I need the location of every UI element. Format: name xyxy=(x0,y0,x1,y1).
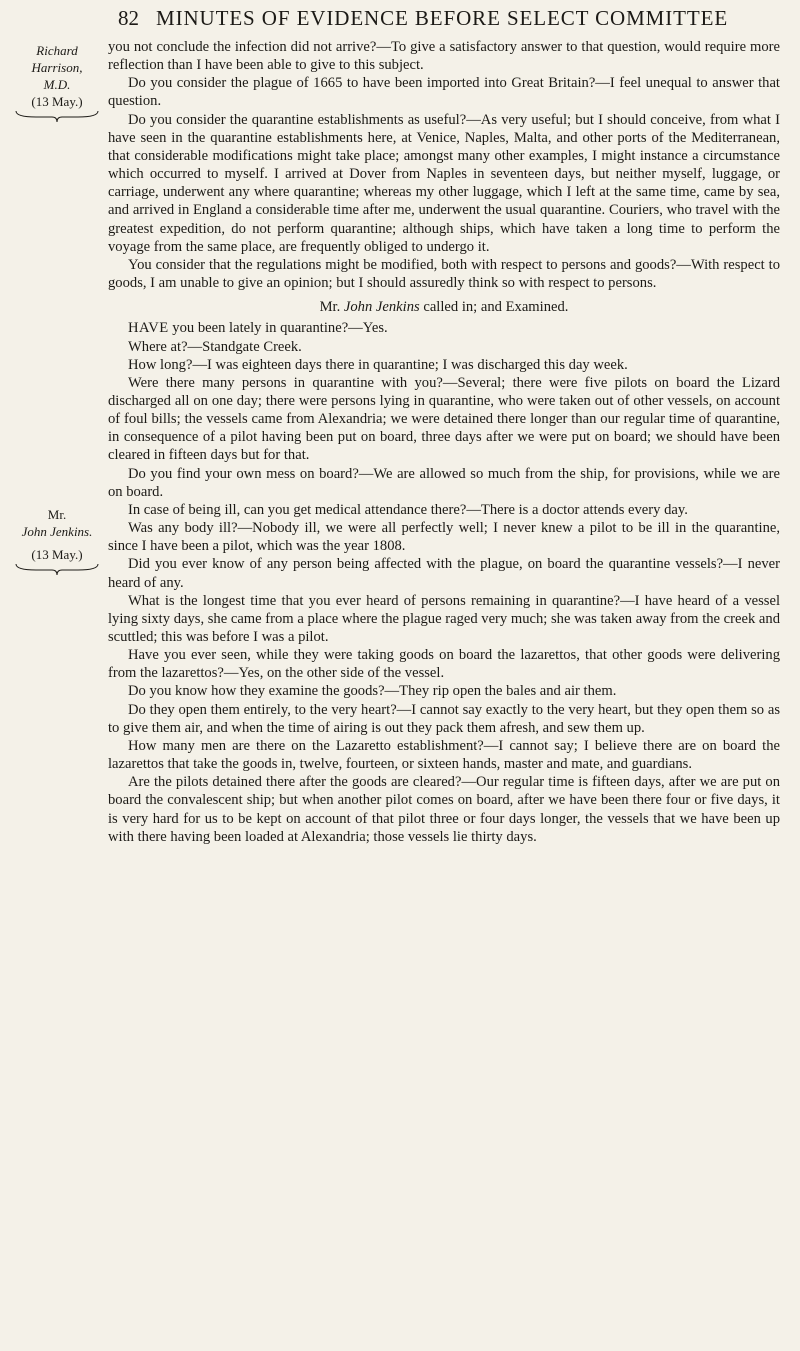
witness-suffix: called in; and Examined. xyxy=(423,299,569,316)
paragraph: you not conclude the infection did not arrive?—To give a satisfactory answer to that question, would require more reflection than I have been able to give to this subject. xyxy=(108,39,780,74)
paragraph: Where at?—Standgate Creek. xyxy=(128,338,302,355)
paragraph: Were there many persons in quarantine with you?—Several; there were five pilots on board the Lizard discharged all on one day; there were persons lying in quarantine, who were taken out of other vessels, on account of foul bills; the vessels came from Alexandria; we were detained there longer than our regular time of quarantine, in consequence of a pilot having been put on board, three days after we were put on board; we should have been cleared in fifteen days but for that. xyxy=(108,374,780,464)
paragraph: How long?—I was eighteen days there in quarantine; I was discharged this day week. xyxy=(128,356,628,373)
brace-icon xyxy=(14,563,100,577)
margin-note-name: Mr. xyxy=(47,507,67,522)
paragraph: Was any body ill?—Nobody ill, we were all perfectly well; I never knew a pilot to be ill in the quarantine, since I have been a pilot, which was the year 1808. xyxy=(108,520,780,555)
margin-note-name: Richard Harrison, xyxy=(31,43,83,75)
paragraph: What is the longest time that you ever heard of persons remaining in quarantine?—I have heard of a vessel lying sixty days, she came from a place where the plague raged very much; she was taken away from the creek and scuttled; this was before I was a pilot. xyxy=(108,592,780,645)
margin-note-date: (13 May.) xyxy=(31,94,83,109)
margin-note-witness-2 xyxy=(14,506,100,577)
paragraph: Are the pilots detained there after the goods are cleared?—Our regular time is fifteen days, after we are put on board the convalescent ship; but when another pilot comes on board, after we have been there four or five days, it is very hard for us to be kept on account of that pilot three or four days longer, the vessels that we have been up with there having been loaded at Alexandria; those vessels lie thirty days. xyxy=(108,774,780,845)
paragraph: Do you consider the quarantine establishments as useful?—As very useful; but I should conceive, from what I have seen in the quarantine establishments here, at Venice, Naples, Malta, and other ports of the Mediterranean, that considerable modifications might take place; amongst many other examples, I might instance a circumstance which occurred to myself. I arrived at Dover from Naples in seventeen days, but neither myself, luggage, or carriage, underwent any where quarantine; whereas my other luggage, which I left at the same time, came by sea, and arrived in England a considerable time after me, underwent the usual quarantine. Couriers, who travel with the greatest expedition, do not perform quarantine; although ships, which have taken a long time to perform the voyage from the same place, are frequently obliged to undergo it. xyxy=(108,111,780,255)
paragraph: Do you know how they examine the goods?—They rip open the bales and air them. xyxy=(128,683,617,700)
running-title: MINUTES OF EVIDENCE BEFORE SELECT COMMITTEE xyxy=(156,6,729,30)
margin-note-date: (13 May.) xyxy=(31,547,83,562)
page-header xyxy=(0,0,800,40)
paragraph: How many men are there on the Lazaretto establishment?—I cannot say; I believe there are on board the lazarettos that take the goods in, twelve, fourteen, or sixteen hands, master and mate, and guardians. xyxy=(108,737,780,773)
brace-icon xyxy=(14,110,100,124)
paragraph: You consider that the regulations might be modified, both with respect to persons and goods?—With respect to goods, I am unable to give an opinion; but I should assuredly think so with respect to persons. xyxy=(108,256,780,292)
witness-prefix: Mr. xyxy=(319,299,341,316)
body-text xyxy=(108,38,780,846)
first-question xyxy=(108,319,780,337)
page-number: 82 xyxy=(118,6,139,30)
paragraph: In case of being ill, can you get medical attendance there?—There is a doctor attends every day. xyxy=(128,501,688,518)
paragraph: Did you ever know of any person being affected with the plague, on board the quarantine vessels?—I never heard of any. xyxy=(108,556,780,591)
first-question-lead: HAVE xyxy=(128,320,169,337)
paragraph: Do they open them entirely, to the very heart?—I cannot say exactly to the very heart, but they open them so as to give them air, and when the time of airing is out they pack them afresh, and sew them up. xyxy=(108,701,780,736)
paragraph: Have you ever seen, while they were taking goods on board the lazarettos, that other goods were delivering from the lazarettos?—Yes, on the other side of the vessel. xyxy=(108,647,780,682)
first-question-text: you been lately in quarantine?—Yes. xyxy=(168,320,388,337)
witness-name: John Jenkins xyxy=(343,299,420,316)
paragraph: Do you consider the plague of 1665 to have been imported into Great Britain?—I feel unequal to answer that question. xyxy=(108,75,780,110)
margin-note-title: M.D. xyxy=(43,77,71,92)
paragraph: Do you find your own mess on board?—We are allowed so much from the ship, for provisions, while we are on board. xyxy=(108,465,780,500)
margin-note-title: John Jenkins. xyxy=(21,524,93,539)
witness-heading xyxy=(108,298,780,316)
margin-note-witness-1 xyxy=(14,42,100,124)
